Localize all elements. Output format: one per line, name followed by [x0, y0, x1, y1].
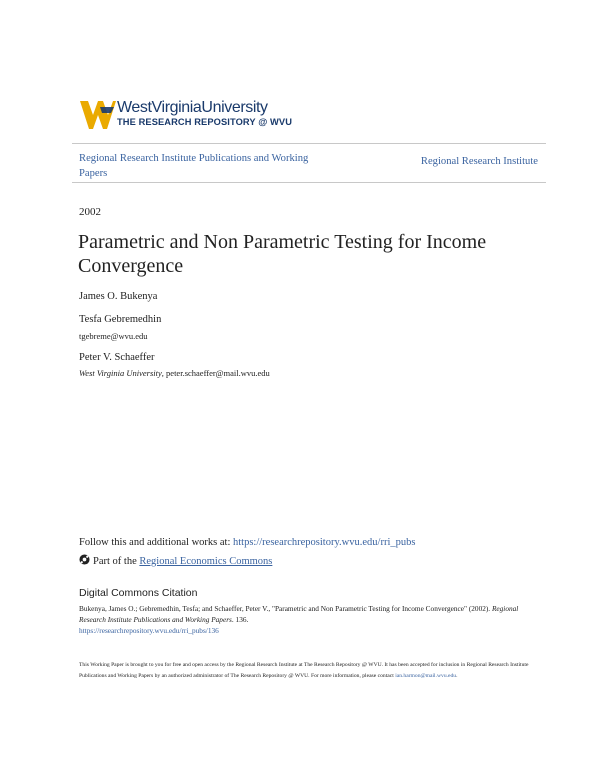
institute-link[interactable]: Regional Research Institute [420, 156, 538, 167]
author-name: Tesfa Gebremedhin [79, 314, 162, 325]
citation-heading: Digital Commons Citation [79, 587, 198, 599]
part-of-prefix: Part of the [93, 556, 137, 567]
series-box [72, 143, 546, 183]
citation-authors: Bukenya, James O.; Gebremedhin, Tesfa; and Schaeffer, Peter V., "Parametric and Non Parametric Testing for Income Convergence" (2002). [79, 604, 491, 613]
citation-text [79, 603, 539, 636]
citation-series: Regional Research Institute Publications and Working Papers [79, 604, 519, 624]
author-affiliation-line: West Virginia University, peter.schaeffer@mail.wvu.edu [79, 368, 270, 378]
author-affiliation: West Virginia University [79, 368, 162, 378]
repository-url-link[interactable]: https://researchrepository.wvu.edu/rri_pubs [233, 537, 416, 548]
access-notice [79, 660, 541, 681]
commons-network-icon [79, 554, 90, 565]
wv-flying-logo-icon [80, 99, 116, 135]
author-email: tgebreme@wvu.edu [79, 331, 148, 341]
publication-year: 2002 [79, 206, 101, 218]
logo-university-name: WestVirginiaUniversity [117, 99, 268, 116]
notice-text: This Working Paper is brought to you for free and open access by the Regional Research Institute at The Research Repository @ WVU. It has been accepted for inclusion in Regional Research Institute Publications and Working Papers by an authorized administrator of The Research Repository @ WVU. For more information, please contact [79, 662, 529, 679]
notice-end: . [456, 672, 458, 679]
paper-title: Parametric and Non Parametric Testing for Income Convergence [78, 231, 487, 277]
citation-number: . 136. [231, 615, 249, 624]
follow-prefix: Follow this and additional works at: [79, 537, 231, 548]
citation-url-link[interactable]: https://researchrepository.wvu.edu/rri_pubs/136 [79, 626, 219, 635]
series-link[interactable]: Regional Research Institute Publications and Working Papers [79, 153, 309, 179]
part-of-line [79, 554, 272, 567]
author-name: James O. Bukenya [79, 291, 158, 302]
follow-line [79, 537, 415, 548]
regional-economics-commons-link[interactable]: Regional Economics Commons [139, 556, 273, 567]
contact-email-link[interactable]: ian.harmon@mail.wvu.edu [395, 672, 457, 679]
wvu-logo [80, 99, 293, 135]
author-email: peter.schaeffer@mail.wvu.edu [166, 368, 270, 378]
logo-subtitle: THE RESEARCH REPOSITORY @ WVU [117, 117, 293, 127]
author-name: Peter V. Schaeffer [79, 352, 155, 363]
